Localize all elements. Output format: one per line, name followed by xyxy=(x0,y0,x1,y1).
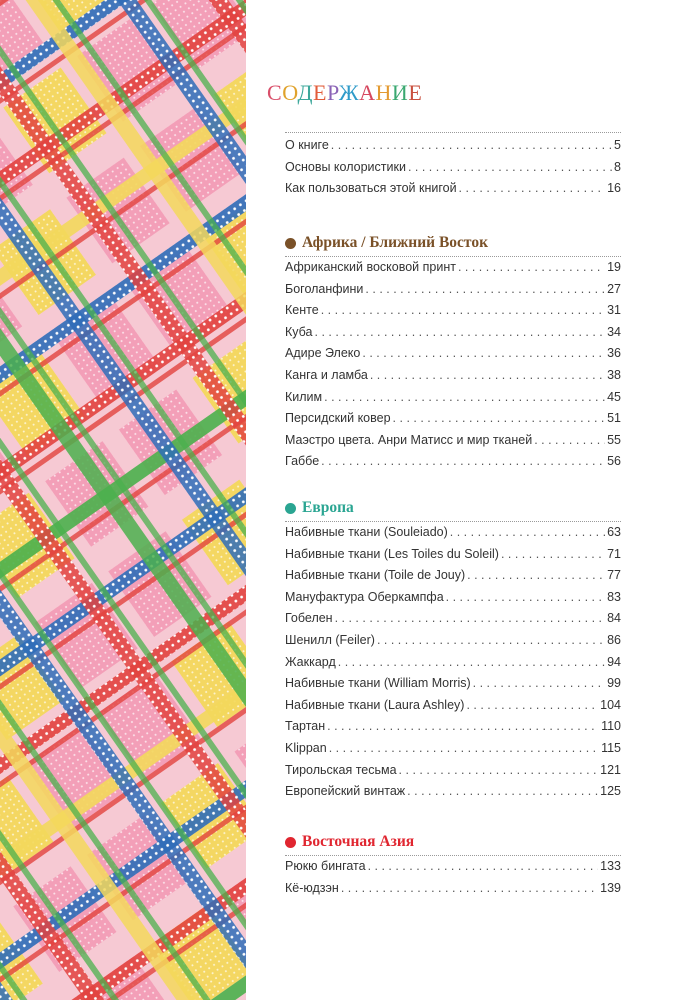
toc-entry-page: 99 xyxy=(607,676,621,691)
section-heading xyxy=(285,231,625,255)
toc-entry-title: Набивные ткани (Souleiado) xyxy=(285,525,448,539)
toc-entry-page: 115 xyxy=(601,741,621,755)
decorative-fabric-pattern xyxy=(0,0,246,1000)
dot-leader xyxy=(450,523,605,541)
title-letter: Д xyxy=(297,80,313,105)
toc-entry[interactable] xyxy=(285,674,621,692)
toc-entry-page: 5 xyxy=(614,138,621,152)
toc-entry-page: 36 xyxy=(607,346,621,361)
dot-leader xyxy=(365,280,605,298)
section-divider xyxy=(285,256,621,257)
toc-entry-page: 45 xyxy=(607,389,621,404)
section-divider xyxy=(285,521,621,522)
toc-entry[interactable] xyxy=(285,388,621,406)
toc-entry-title: Набивные ткани (Laura Ashley) xyxy=(285,697,465,712)
toc-entry[interactable] xyxy=(285,323,621,341)
title-letter: С xyxy=(267,80,283,105)
section-title: Европа xyxy=(302,499,354,516)
plaid-pattern-art xyxy=(0,0,246,1000)
section-title: Африка / Ближний Восток xyxy=(302,234,489,251)
section-bullet-icon xyxy=(285,837,296,848)
toc-entry-page: 71 xyxy=(607,546,621,561)
dot-leader xyxy=(459,179,606,197)
toc-entry-page: 125 xyxy=(600,784,621,799)
toc-entry-title: Тартан xyxy=(285,719,326,734)
toc-entry-title: Габбе xyxy=(285,454,320,469)
toc-entry-title: Африканский восковой принт xyxy=(285,260,456,274)
dot-leader xyxy=(321,301,605,319)
section-heading xyxy=(285,830,625,854)
toc-entry-page: 34 xyxy=(607,324,621,339)
toc-entry-page: 63 xyxy=(607,525,621,539)
toc-entry[interactable] xyxy=(285,366,621,384)
dot-leader xyxy=(534,431,605,449)
dot-leader xyxy=(329,739,599,757)
toc-entry-page: 19 xyxy=(607,260,621,274)
toc-entry-page: 133 xyxy=(600,859,621,873)
toc-entry[interactable] xyxy=(285,136,621,154)
toc-entry-title: Набивные ткани (Les Toiles du Soleil) xyxy=(285,546,499,561)
toc-entry[interactable] xyxy=(285,879,621,897)
toc-entry-title: Klippan xyxy=(285,741,327,755)
toc-entry-page: 94 xyxy=(607,654,621,669)
toc-entry[interactable] xyxy=(285,761,621,779)
toc-entry-title: Набивные ткани (Toile de Jouy) xyxy=(285,568,466,583)
dot-leader xyxy=(458,258,605,276)
toc-entry-page: 27 xyxy=(607,281,621,296)
toc-entry-page: 56 xyxy=(607,454,621,469)
title-letter: А xyxy=(359,80,376,105)
dot-leader xyxy=(370,366,605,384)
toc-entry-title: Куба xyxy=(285,324,313,339)
toc-entry-page: 84 xyxy=(607,611,621,626)
dot-leader xyxy=(338,653,605,671)
toc-entry-title: Основы колористики xyxy=(285,159,406,174)
dot-leader xyxy=(501,545,605,563)
toc-entry[interactable] xyxy=(285,409,621,427)
dot-leader xyxy=(321,452,605,470)
section-bullet-icon xyxy=(285,503,296,514)
toc-entry[interactable] xyxy=(285,158,621,176)
toc-entry[interactable] xyxy=(285,545,621,563)
toc-entry-page: 38 xyxy=(607,368,621,382)
title-letter: Е xyxy=(408,80,423,105)
dot-leader xyxy=(393,409,606,427)
toc-entry-page: 51 xyxy=(607,411,621,426)
toc-entry[interactable] xyxy=(285,609,621,627)
toc-entry-title: Как пользоваться этой книгой xyxy=(285,181,457,196)
toc-entry-title: О книге xyxy=(285,138,329,152)
title-letter: Ж xyxy=(338,80,360,105)
toc-entry[interactable] xyxy=(285,588,621,606)
toc-entry-title: Кенте xyxy=(285,303,319,318)
toc-entry-page: 31 xyxy=(607,303,621,318)
toc-entry[interactable] xyxy=(285,857,621,875)
toc-entry[interactable] xyxy=(285,452,621,470)
toc-entry[interactable] xyxy=(285,344,621,362)
title-letter: И xyxy=(391,80,409,105)
toc-entry-title: Гобелен xyxy=(285,611,333,626)
toc-entry-page: 77 xyxy=(607,568,621,583)
toc-entry[interactable] xyxy=(285,631,621,649)
toc-entry[interactable] xyxy=(285,696,621,714)
toc-entry[interactable] xyxy=(285,431,621,449)
dot-leader xyxy=(473,674,605,692)
toc-entry[interactable] xyxy=(285,523,621,541)
page-title xyxy=(267,80,422,106)
dot-leader xyxy=(377,631,605,649)
dot-leader xyxy=(466,696,598,714)
toc-entry-title: Кё-юдзэн xyxy=(285,880,339,895)
dot-leader xyxy=(315,323,606,341)
title-letter: Р xyxy=(326,80,339,105)
dot-leader xyxy=(362,344,605,362)
toc-entry[interactable] xyxy=(285,653,621,671)
dot-leader xyxy=(368,857,599,875)
toc-entry-page: 55 xyxy=(607,432,621,447)
title-letter: Е xyxy=(313,80,327,105)
toc-entry-title: Боголанфини xyxy=(285,281,364,296)
section-heading xyxy=(285,496,625,520)
toc-entry-title: Персидский ковер xyxy=(285,411,391,426)
dot-leader xyxy=(324,388,605,406)
toc-entry-page: 104 xyxy=(600,697,621,712)
toc-entry[interactable] xyxy=(285,739,621,757)
toc-entry-title: Шенилл (Feiler) xyxy=(285,633,375,647)
toc-entry[interactable] xyxy=(285,258,621,276)
section-divider xyxy=(285,132,621,133)
dot-leader xyxy=(399,761,599,779)
table-of-contents xyxy=(267,0,621,1000)
toc-entry-page: 121 xyxy=(600,762,621,777)
toc-entry-page: 16 xyxy=(607,181,621,196)
section-title: Восточная Азия xyxy=(302,833,415,850)
section-bullet-icon xyxy=(285,238,296,249)
dot-leader xyxy=(331,136,612,154)
toc-entry-page: 83 xyxy=(607,589,621,604)
toc-entry-title: Рюкю бингата xyxy=(285,859,366,873)
dot-leader xyxy=(327,717,599,735)
toc-entry-title: Жаккард xyxy=(285,654,336,669)
toc-entry[interactable] xyxy=(285,782,621,800)
dot-leader xyxy=(341,879,598,897)
dot-leader xyxy=(408,158,612,176)
toc-entry[interactable] xyxy=(285,179,621,197)
toc-entry-title: Европейский винтаж xyxy=(285,784,406,799)
toc-entry-title: Мануфактура Оберкампфа xyxy=(285,589,444,604)
toc-entry-title: Адире Элеко xyxy=(285,346,361,361)
toc-entry-page: 86 xyxy=(607,633,621,647)
toc-entry[interactable] xyxy=(285,280,621,298)
title-letter: О xyxy=(282,80,298,105)
toc-entry-title: Маэстро цвета. Анри Матисс и мир тканей xyxy=(285,432,533,447)
toc-entry[interactable] xyxy=(285,717,621,735)
toc-entry[interactable] xyxy=(285,301,621,319)
toc-entry-page: 110 xyxy=(601,719,621,734)
dot-leader xyxy=(446,588,605,606)
dot-leader xyxy=(335,609,606,627)
title-letter: Н xyxy=(375,80,392,105)
toc-entry-title: Набивные ткани (William Morris) xyxy=(285,676,471,691)
toc-entry[interactable] xyxy=(285,566,621,584)
toc-entry-title: Килим xyxy=(285,389,323,404)
dot-leader xyxy=(407,782,598,800)
toc-entry-page: 8 xyxy=(614,159,621,174)
toc-entry-title: Тирольская тесьма xyxy=(285,762,397,777)
toc-entry-page: 139 xyxy=(600,880,621,895)
section-divider xyxy=(285,855,621,856)
dot-leader xyxy=(467,566,605,584)
toc-entry-title: Канга и ламба xyxy=(285,368,368,382)
